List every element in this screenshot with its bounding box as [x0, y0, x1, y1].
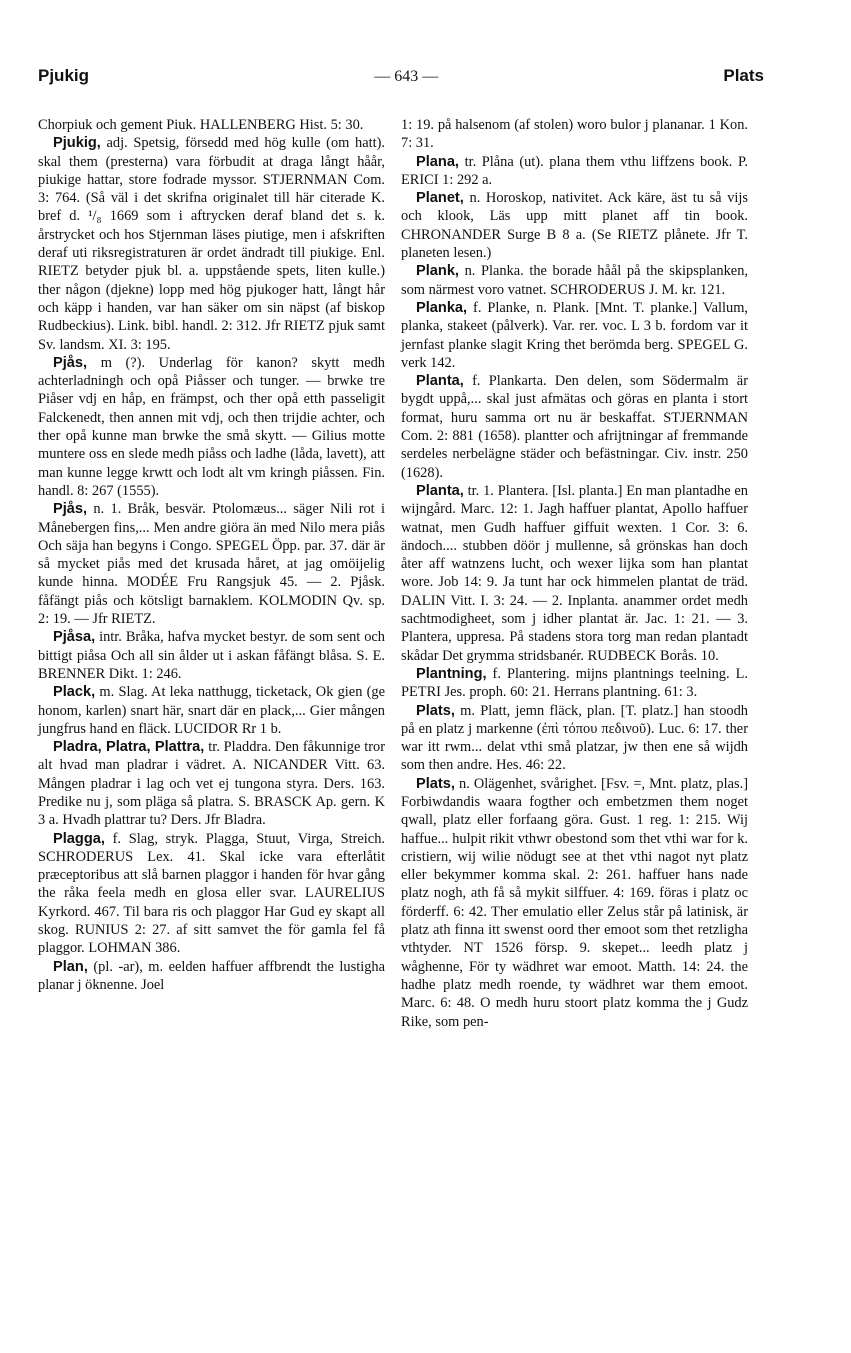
entry-text: m. Slag. At leka natthugg, ticketack, Ok gien (ge honom, karlen) snart här, snart där en plack,... Gier mången jungfrus hand en fläck. LUCIDOR Rr 1 b. [38, 684, 385, 737]
entry [401, 482, 748, 665]
entry [38, 738, 385, 829]
entry [38, 500, 385, 628]
entry [38, 830, 385, 958]
entry-lemma: Plagga, [53, 830, 105, 847]
entry [401, 775, 748, 1031]
entry-text: m. Platt, jemn fläck, plan. [T. platz.] han stoodh på en platz j markenne (ἐπὶ τόπου πεδινοῦ). Luc. 6: 17. ther war itt rwm... delat vthi små platzar, jw then ene så wijdh som then andre. Hes. 46: 22. [401, 702, 748, 774]
entry-text: n. 1. Bråk, besvär. Ptolomæus... säger Nili rot i Månebergen fins,... Men andre giöra än med Nilo mera piås Och säja han begyns i Congo. SPEGEL Öpp. par. 37. där är så mycket piås med det krusada håret, at jag omöijelig kunde hinna. MODÉE Fru Rangsjuk 45. — 2. Pjåsk. fåfängt piås och kötsligt barnaklem. KOLMODIN Qv. sp. 2: 19. — Jfr RIETZ. [38, 501, 385, 628]
page-header [38, 66, 764, 86]
entry-text: f. Planke, n. Plank. [Mnt. T. planke.] Vallum, planka, stakeet (pålverk). Var. rer. voc. L 3 b. fordom var it jernfast planke slagit Kring thet berömda berg. SPEGEL G. verk 142. [401, 299, 748, 371]
entry-lemma: Planta, [416, 482, 464, 499]
entry-lemma: Pjukig, [53, 135, 101, 152]
entry [38, 134, 385, 354]
entry-text: tr. Plåna (ut). plana them vthu liffzens book. P. ERICI 1: 292 a. [401, 153, 748, 188]
right-column [401, 116, 748, 1031]
entry-lemma: Plana, [416, 153, 459, 170]
entry-text: n. Olägenhet, svårighet. [Fsv. =, Mnt. platz, plas.] Forbiwdandis waara fogther och embetzmen them noget qwall, platz eller forfaang göra. Gust. 1 reg. 1: 215. Wij haffue... hulpit rikit vthwr obestond som thet vthi war for k. cristiern, wij wilie nödugt see at thet vthi nagot nyt platz eller bekymmer komma skal. 2: 261. haffuer hans nade platz nogh, ath få så mykit silffuer. 4: 169. föras i platz oc förderff. 6: 42. Ther emulatio eller Zelus står på latinisk, är platz ath finna itt swenst oord ther emoot som thet retzligha vthtyder. NT 1526 försp. 9. skepet... leedh platz j wåghenne, För ty wädhret war emoot. Matth. 14: 24. the hadhe platz medh roende, ty wädhret war them emoot. Marc. 6: 48. O medh huru stoort platz komma the j Gudz Rike, som pen- [401, 775, 748, 1030]
entry-lemma: Plan, [53, 958, 88, 975]
entry-lemma: Plats, [416, 775, 455, 792]
entry [401, 153, 748, 190]
entry-text: m (?). Underlag för kanon? skytt medh achterladningh och opå Piåsser och tunger. — brwke tre Piåser vdj en håp, en främpst, och ther opå etth passeligit Falckenedt, then annen mit vdj, och then trijdie achter, och ther opå kunne man brwke the små skytt. — Gilius motte muntere oss en slede medh piåss och ladhe (låda, lavett), att man kunne legge krwtt och lodt alt vm kringh piåssen. Fin. handl. 8: 267 (1555). [38, 354, 385, 499]
entry-lemma: Plank, [416, 263, 459, 280]
entry-lemma: Plantning, [416, 665, 487, 682]
entry [401, 299, 748, 372]
entry-lemma: Plack, [53, 684, 96, 701]
entry [401, 189, 748, 262]
entry [38, 628, 385, 683]
entry-text: n. Planka. the borade håål på the skipsplanken, som närmest voro vatnet. SCHRODERUS J. M. kr. 121. [401, 263, 748, 298]
entry [38, 116, 385, 134]
entry-lemma: Planet, [416, 190, 464, 207]
entry [401, 116, 748, 153]
entry-text: intr. Bråka, hafva mycket bestyr. de som sent och bittigt piåsa Och all sin ålder ut i askan fåfängt blåsa. S. E. BRENNER Dikt. 1: 246. [38, 629, 385, 682]
entry-text: (pl. -ar), m. eelden haffuer affbrendt the lustigha planar j öknenne. Joel [38, 958, 385, 993]
entry-text: 1: 19. på halsenom (af stolen) woro bulor j plananar. 1 Kon. 7: 31. [401, 117, 748, 152]
entry-text: f. Plantering. mijns plantnings teelning. L. PETRI Jes. proph. 60: 21. Herrans plantning. 61: 3. [401, 665, 748, 701]
entry [401, 262, 748, 299]
entry [38, 958, 385, 995]
entry-lemma: Pladra, Platra, Plattra, [53, 739, 205, 756]
entry [401, 702, 748, 775]
entry-lemma: Pjås, [53, 354, 88, 371]
entry-lemma: Planta, [416, 373, 464, 390]
entry-text: n. Horoskop, nativitet. Ack käre, äst tu så vijs och klook, Läs upp mitt planet aff tin book. CHRONANDER Surge B 8 a. (Se RIETZ plånete. Jfr T. planeten lesen.) [401, 190, 748, 262]
entry [38, 683, 385, 738]
entry-text: tr. 1. Plantera. [Isl. planta.] En man plantadhe en wijngård. Marc. 12: 1. Jagh haffuer plantat, Apollo haffuer watnat, men Gudh haffuer giffuit wexten. 1 Cor. 3: 6. ändoch.... stubben döör j mullenne, så grönskas han doch åter aff watnzens lucht, och wexer lijka som han plantat wore. Job 14: 9. Ja tunt har ock himmelen plantat de träd. DALIN Vitt. I. 3: 24. — 2. Inplanta. anammer ordet medh sachtmodigheet, som j idher plantat är. Jac. 1: 21. — 3. Plantera, uppresa. På stadens stora torg man redan plantadt skådar Det grymma stridsbanér. RUDBECK Borås. 10. [401, 482, 748, 664]
entry-lemma: Pjåsa, [53, 629, 96, 646]
entry-text: f. Plankarta. Den delen, som Södermalm är bygdt uppå,... skal just afmätas och göras en planta i stort format, huru samma ort nu är beskaffat. STJERNMAN Com. 2: 881 (1658). plantter och afrijtningar af fremmande serdeles nerbelägne städer och befästningar. Civ. instr. 250 (1628). [401, 373, 748, 481]
entry-lemma: Plats, [416, 702, 455, 719]
entry-text: f. Slag, stryk. Plagga, Stuut, Virga, Streich. SCHRODERUS Lex. 41. Skal icke vara efterlåtit præceptoribus att slå barnen plaggor i handen för hvar gång the råka feela medh en glosa eller svar. LAURELIUS Kyrkord. 467. Til bara ris och plaggor Har Gud ey skapt all skog. RUNIUS 2: 27. af sitt samvet the för gamla fel få plaggor. LOHMAN 386. [38, 830, 385, 957]
entry-text: adj. Spetsig, försedd med hög kulle (om hatt). skal them (presterna) vara förbudit at draga långt håår, piukige hattar, store fodrade myssor. STJERNMAN Com. 3: 764. (Så väl i det skrifna originalet till här citerade K. bref d. ¹/₈ 1669 som i aftrycken deraf bland det s. k. årstrycket och hos Stjernman läses piutige, men i afskriften deraf uti riksregistraturen är ordet ändradt till piukige. Enl. RIETZ betyder pjuk bl. a. uppstående spets, liten kulle.) ther någon (djekne) lopp med hög pjukoger hatt, långt hår och käpp i handen, var han säker om sin näpst (af biskop Rudbeckius). Link. bibl. handl. 2: 312. Jfr RIETZ pjuk samt Sv. landsm. XI. 3: 195. [38, 135, 385, 353]
entry [401, 665, 748, 702]
left-column [38, 116, 385, 994]
entry [38, 354, 385, 500]
entry [401, 372, 748, 482]
header-left-headword: Pjukig [38, 66, 90, 85]
entry-text: tr. Pladdra. Den fåkunnige tror alt hvad man pladrar i vädret. A. NICANDER Vitt. 63. Mången pladrar i lag och vet ej tungona styra. Ders. 163. Predike nu j, som pläga så platra. S. BRASCK Ap. gern. K 3 a. Hvadh plattrar tu? Ders. Jfr Bladra. [38, 739, 385, 829]
header-right-headword: Plats [723, 66, 764, 85]
entry-text: Chorpiuk och gement Piuk. HALLENBERG Hist. 5: 30. [38, 117, 364, 133]
entry-lemma: Pjås, [53, 501, 88, 518]
entry-lemma: Planka, [416, 299, 468, 316]
page-number: — 643 — [374, 68, 439, 85]
